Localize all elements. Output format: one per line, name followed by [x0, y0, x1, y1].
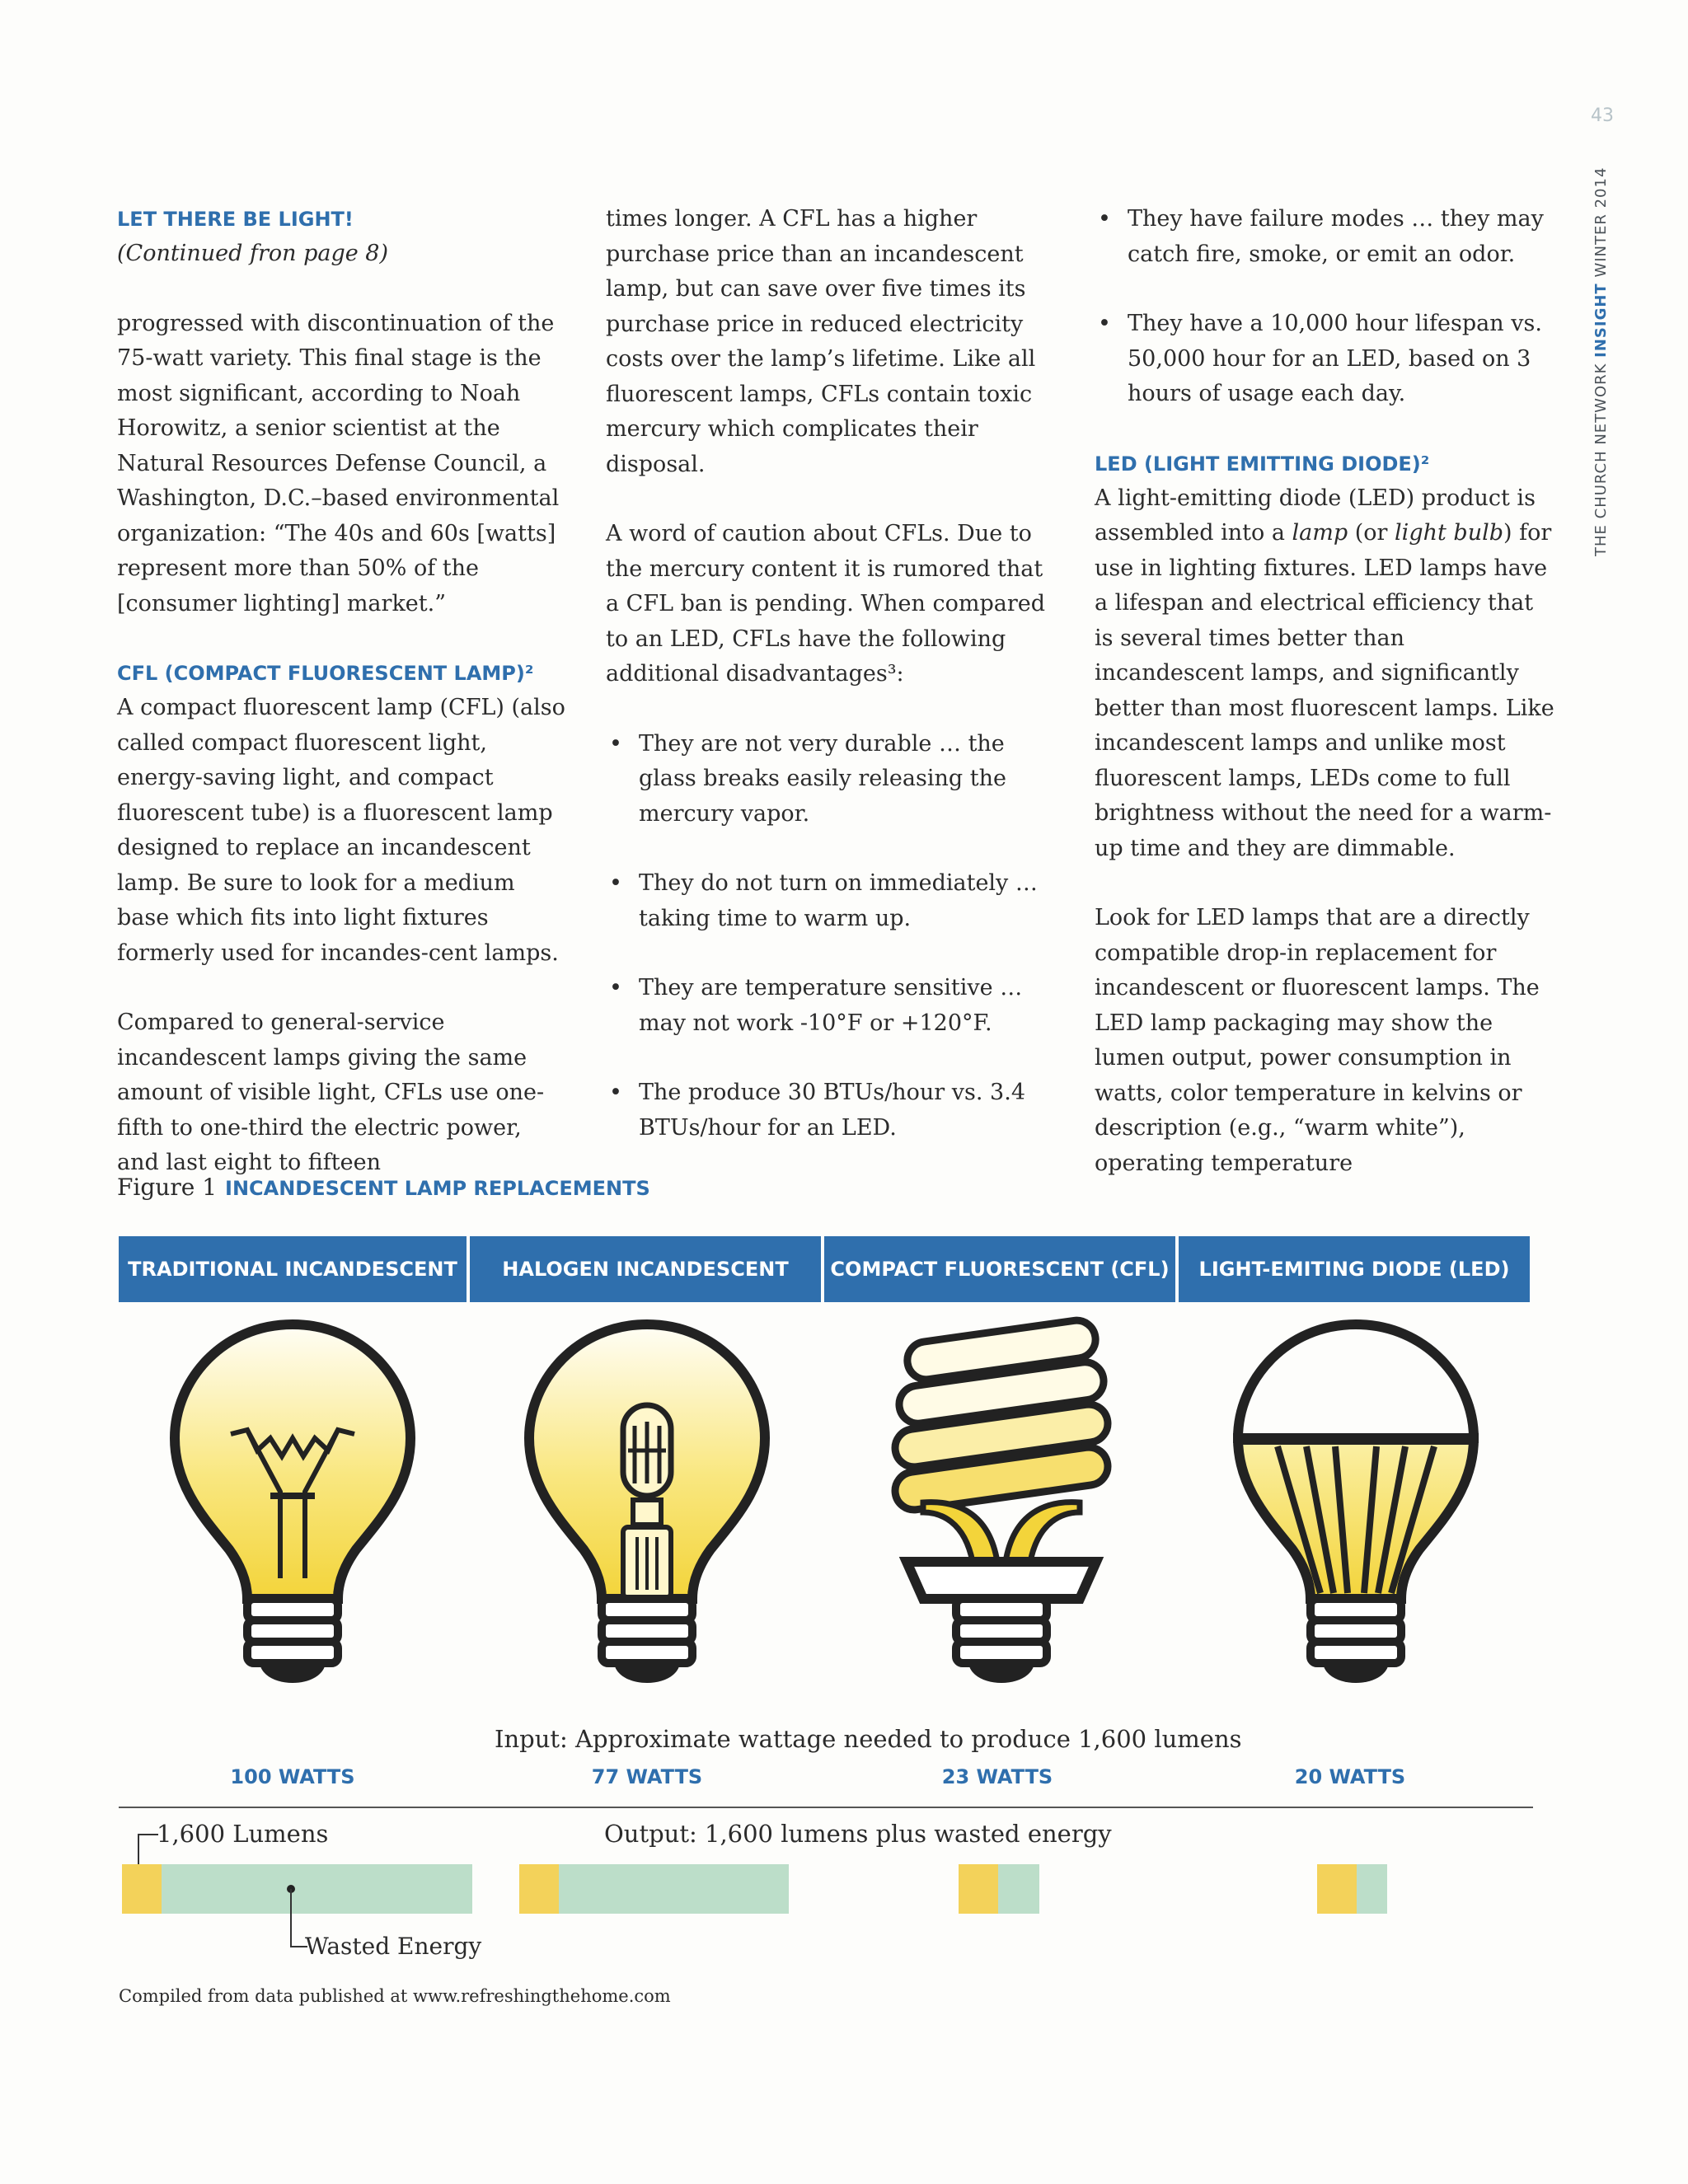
continued-note: (Continued fron page 8) — [117, 241, 389, 266]
watts-traditional: 100 WATTS — [230, 1765, 355, 1788]
useful-energy — [519, 1864, 559, 1914]
bullet-item: • They are temperature sensitive … may not work -10°F or +120°F. — [606, 971, 1055, 1041]
column-2 — [606, 202, 1055, 1146]
paragraph: A compact fluorescent lamp (CFL) (also called compact fluorescent light, energy-saving light, and compact fluorescent tube) is a fluorescent lamp designed to replace an incandescent lamp. Be sure to look for a medium base which fits into light fixtures formerly used for incandes-cent lamps. — [117, 695, 565, 966]
header-compact-fluorescent: COMPACT FLUORESCENT (CFL) — [824, 1236, 1175, 1302]
input-label: Input: Approximate wattage needed to produce 1,600 lumens — [495, 1725, 1242, 1753]
watts-halogen: 77 WATTS — [591, 1765, 703, 1788]
divider-line — [119, 1807, 1533, 1808]
energy-bar-cfl — [959, 1864, 1039, 1914]
halogen-bulb-icon — [519, 1315, 775, 1710]
wasted-energy — [998, 1864, 1039, 1914]
paragraph: A word of caution about CFLs. Due to the mercury content it is rumored that a CFL ban is pending. When compared to an LED, CFLs have the following additional disadvantages³: — [606, 521, 1046, 687]
energy-bar-halogen — [519, 1864, 789, 1914]
watts-led: 20 WATTS — [1294, 1765, 1406, 1788]
useful-energy — [122, 1864, 162, 1914]
column-1 — [117, 202, 569, 1181]
running-head: THE CHURCH NETWORK INSIGHT WINTER 2014 — [1592, 166, 1610, 556]
wasted-energy — [1357, 1864, 1387, 1914]
bullet-item: • They are not very durable … the glass breaks easily releasing the mercury vapor. — [606, 727, 1055, 832]
led-heading: LED (LIGHT EMITTING DIODE)² — [1095, 452, 1430, 476]
bullet-item: • They have failure modes … they may catch fire, smoke, or emit an odor. — [1095, 202, 1556, 272]
header-traditional-incandescent: TRADITIONAL INCANDESCENT — [119, 1236, 467, 1302]
source-credit: Compiled from data published at www.refreshingthehome.com — [119, 1986, 671, 2006]
cfl-bulb-icon — [874, 1315, 1129, 1710]
bullet-item: • They have a 10,000 hour lifespan vs. 50,000 hour for an LED, based on 3 hours of usage each day. — [1095, 307, 1556, 412]
paragraph: times longer. A CFL has a higher purchase price than an incandescent lamp, but can save over five times its purchase price in reduced electricity costs over the lamp’s lifetime. Like all fluorescent lamps, CFLs contain toxic mercury which complicates their disposal. — [606, 206, 1036, 477]
header-halogen-incandescent: HALOGEN INCANDESCENT — [470, 1236, 821, 1302]
useful-energy — [1317, 1864, 1357, 1914]
lumens-label: 1,600 Lumens — [157, 1820, 329, 1848]
bullet-item: • They do not turn on immediately … taking time to warm up. — [606, 866, 1055, 936]
output-label: Output: 1,600 lumens plus wasted energy — [604, 1820, 1112, 1848]
cfl-heading: CFL (COMPACT FLUORESCENT LAMP)² — [117, 662, 534, 685]
paragraph: Compared to general-service incandescent lamps giving the same amount of visible light, CFLs use one-fifth to one-third the electric power, and last eight to fifteen — [117, 1010, 545, 1175]
paragraph: A light-emitting diode (LED) product is assembled into a lamp (or light bulb) for use in lighting fixtures. LED lamps have a lifespan and electrical efficiency that is several times better than incandescent lamps, and significantly better than most fluorescent lamps. Like incandescent lamps and unlike most fluorescent lamps, LEDs come to full brightness without the need for a warm-up time and they are dimmable. — [1095, 485, 1554, 861]
wasted-energy-label: Wasted Energy — [305, 1933, 482, 1960]
header-led: LIGHT-EMITING DIODE (LED) — [1179, 1236, 1530, 1302]
useful-energy — [959, 1864, 998, 1914]
wasted-energy — [559, 1864, 789, 1914]
paragraph: progressed with discontinuation of the 75-watt variety. This final stage is the most significant, according to Noah Horowitz, a senior scientist at the Natural Resources Defense Council, a Washington, D.C.–based environmental organization: “The 40s and 60s [watts] represent more than 50% of the [consumer lighting] market.” — [117, 310, 560, 616]
watts-cfl: 23 WATTS — [941, 1765, 1053, 1788]
energy-bar-led — [1317, 1864, 1387, 1914]
bullet-item: • The produce 30 BTUs/hour vs. 3.4 BTUs/hour for an LED. — [606, 1076, 1055, 1146]
article-heading: LET THERE BE LIGHT! — [117, 208, 354, 231]
incandescent-bulb-icon — [165, 1315, 420, 1710]
figure-caption: Figure 1 INCANDESCENT LAMP REPLACEMENTS — [117, 1174, 650, 1201]
page-number: 43 — [1591, 105, 1614, 126]
wasted-energy — [162, 1864, 472, 1914]
led-bulb-icon — [1228, 1315, 1484, 1710]
paragraph: Look for LED lamps that are a directly compatible drop-in replacement for incandescent or fluorescent lamps. The LED lamp packaging may show the lumen output, power consumption in watts, color temperature in kelvins or description (e.g., “warm white”), operating temperature — [1095, 905, 1540, 1176]
column-3 — [1095, 202, 1556, 1181]
